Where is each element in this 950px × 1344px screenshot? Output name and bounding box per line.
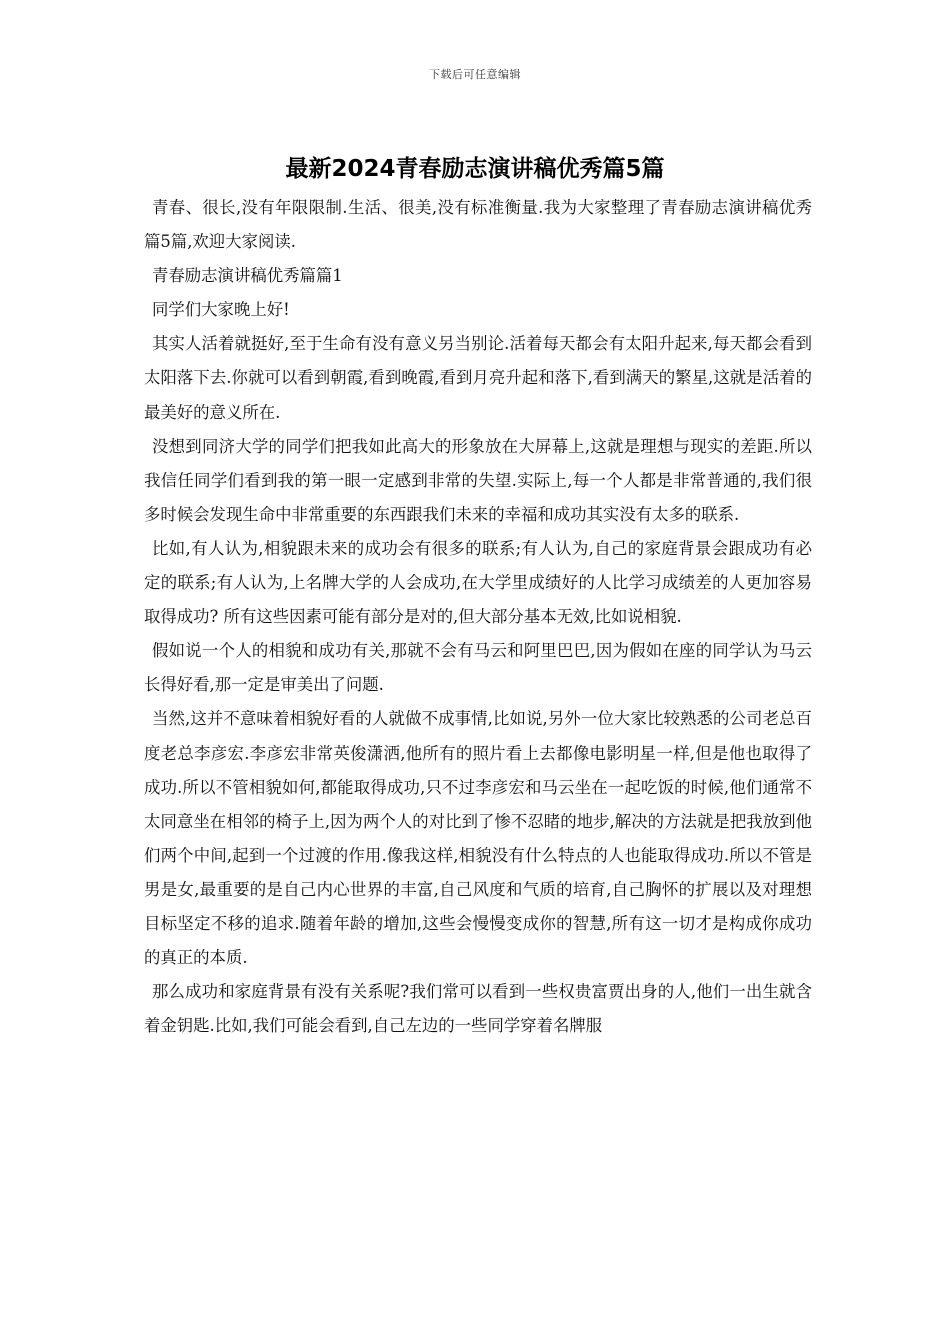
paragraph-intro: 青春、很长,没有年限限制.生活、很美,没有标准衡量.我为大家整理了青春励志演讲稿优秀篇5篇,欢迎大家阅读.: [144, 198, 812, 252]
document-title: 最新2024青春励志演讲稿优秀篇5篇: [285, 156, 665, 182]
paragraph-greeting: 同学们大家晚上好!: [152, 300, 290, 320]
paragraph: 那么成功和家庭背景有没有关系呢?我们常可以看到一些权贵富贾出身的人,他们一出生就含着金钥匙.比如,我们可能会看到,自己左边的一些同学穿着名牌服: [144, 982, 812, 1036]
header-note: 下载后可任意编辑: [429, 68, 521, 81]
paragraph: 其实人活着就挺好,至于生命有没有意义另当别论.活着每天都会有太阳升起来,每天都会看到太阳落下去.你就可以看到朝霞,看到晚霞,看到月亮升起和落下,看到满天的繁星,这就是活着的最美好的意义所在.: [144, 334, 812, 422]
paragraph: 假如说一个人的相貌和成功有关,那就不会有马云和阿里巴巴,因为假如在座的同学认为马云长得好看,那一定是审美出了问题.: [144, 641, 812, 695]
paragraph: 比如,有人认为,相貌跟未来的成功会有很多的联系;有人认为,自己的家庭背景会跟成功有必定的联系;有人认为,上名牌大学的人会成功,在大学里成绩好的人比学习成绩差的人更加容易取得成功? 所有这些因素可能有部分是对的,但大部分基本无效,比如说相貌.: [144, 538, 812, 627]
section-heading: 青春励志演讲稿优秀篇篇1: [152, 266, 343, 286]
paragraph: 没想到同济大学的同学们把我如此高大的形象放在大屏幕上,这就是理想与现实的差距.所以我信任同学们看到我的第一眼一定感到非常的失望.实际上,每一个人都是非常普通的,我们很多时候会发现生命中非常重要的东西跟我们未来的幸福和成功其实没有太多的联系.: [144, 436, 812, 524]
paragraph: 当然,这并不意味着相貌好看的人就做不成事情,比如说,另外一位大家比较熟悉的公司老总百度老总李彦宏.李彦宏非常英俊潇洒,他所有的照片看上去都像电影明星一样,但是他也取得了成功.所以不管相貌如何,都能取得成功,只不过李彦宏和马云坐在一起吃饭的时候,他们通常不太同意坐在相邻的椅子上,因为两个人的对比到了惨不忍睹的地步,解决的方法就是把我放到他们两个中间,起到一个过渡的作用.像我这样,相貌没有什么特点的人也能取得成功.所以不管是男是女,最重要的是自己内心世界的丰富,自己风度和气质的培育,自己胸怀的扩展以及对理想目标坚定不移的追求.随着年龄的增加,这些会慢慢变成你的智慧,所有这一切才是构成你成功的真正的本质.: [144, 709, 812, 968]
document-body: [144, 191, 812, 1043]
